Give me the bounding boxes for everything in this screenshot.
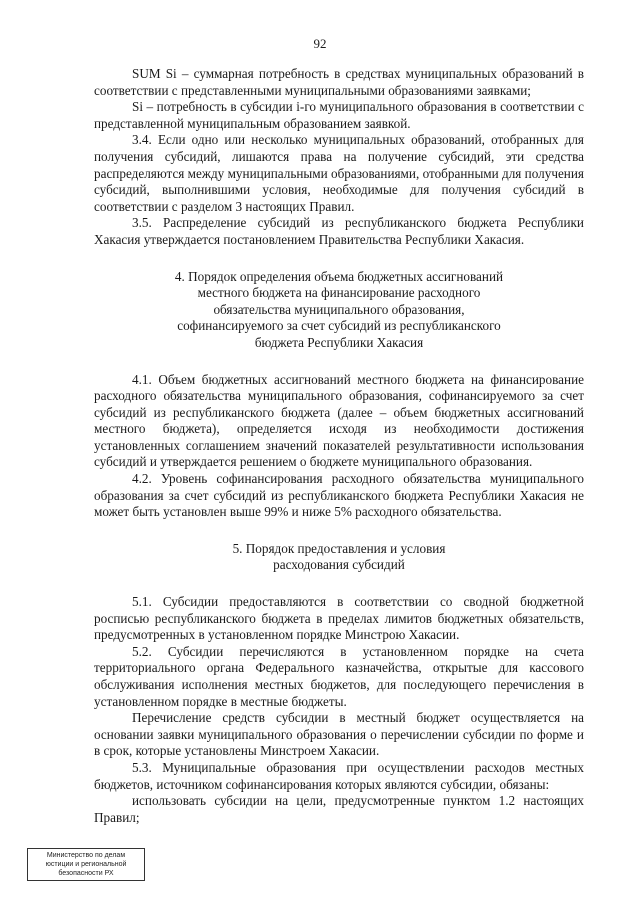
section-4-heading-line: 4. Порядок определения объема бюджетных ассигнований: [174, 268, 504, 284]
stamp-line: безопасности РХ: [58, 870, 114, 877]
section-4-heading-line: бюджета Республики Хакасия: [254, 334, 424, 350]
document-body: [94, 66, 584, 826]
paragraph-5-2: 5.2. Субсидии перечисляются в установленном порядке на счета территориального органа Федерального казначейства, открытые для кассового обслуживания исполнения местных бюджетов, для последующего перечисления в установленном порядке в местные бюджеты.: [94, 643, 584, 709]
paragraph-transfer: Перечисление средств субсидии в местный бюджет осуществляется на основании заявки муниципального образования о перечислении субсидии по форме и в срок, которые установлены Минстроем Хакасии.: [94, 710, 584, 759]
stamp-line: Министерство по делам: [46, 852, 126, 859]
section-4-heading-line: местного бюджета на финансирование расходного: [197, 285, 481, 301]
paragraph-4-1: 4.1. Объем бюджетных ассигнований местного бюджета на финансирование расходного обязательства муниципального образования, софинансируемого за счет субсидий из республиканского бюджета (далее – объем бюджетных ассигнований местного бюджета), определяется исходя из необходимости достижения установленных соглашением значений показателей результативности использования субсидий и утверждается решением о бюджете муниципального образования.: [94, 371, 584, 470]
paragraph-3-5: 3.5. Распределение субсидий из республиканского бюджета Республики Хакасия утверждается постановлением Правительства Республики Хакасия.: [94, 215, 584, 247]
section-4-heading-line: софинансируемого за счет субсидий из республиканского: [177, 318, 501, 334]
paragraph-sum-si: SUM Si – суммарная потребность в средствах муниципальных образований в соответствии с представленными муниципальными образованиями заявками;: [94, 66, 584, 98]
page-number: 92: [313, 36, 327, 51]
paragraph-3-4: 3.4. Если одно или несколько муниципальных образований, отобранных для получения субсидий, лишаются права на получение субсидий, эти средства распределяются между муниципальными образованиями, отобранными для получения субсидий, выполнившими условия, необходимые для получения субсидий в соответствии с разделом 3 настоящих Правил.: [94, 132, 584, 214]
paragraph-5-1: 5.1. Субсидии предоставляются в соответствии со сводной бюджетной росписью республиканского бюджета в пределах лимитов бюджетных обязательств, предусмотренных в установленном порядке Минстрою Хакасии.: [94, 594, 584, 643]
paragraph-si: Si – потребность в субсидии i-го муниципального образования в соответствии с представленной муниципальным образованием заявкой.: [94, 99, 584, 131]
section-5-heading: [94, 541, 584, 574]
section-4-heading: [94, 269, 584, 352]
paragraph-5-3: 5.3. Муниципальные образования при осуществлении расходов местных бюджетов, источником софинансирования которых являются субсидии, обязаны:: [94, 759, 584, 792]
section-4-heading-line: обязательства муниципального образования,: [213, 301, 465, 317]
section-5-heading-line: расходования субсидий: [273, 557, 405, 573]
stamp-line: юстиции и региональной: [45, 861, 127, 868]
paragraph-4-2: 4.2. Уровень софинансирования расходного обязательства муниципального образования за счет субсидий из республиканского бюджета Республики Хакасия не может быть установлен выше 99% и ниже 5% расходного обязательства.: [94, 471, 584, 520]
section-5-heading-line: 5. Порядок предоставления и условия: [232, 540, 446, 556]
paragraph-5-3-item: использовать субсидии на цели, предусмотренные пунктом 1.2 настоящих Правил;: [94, 793, 584, 825]
ministry-stamp: [27, 848, 145, 881]
